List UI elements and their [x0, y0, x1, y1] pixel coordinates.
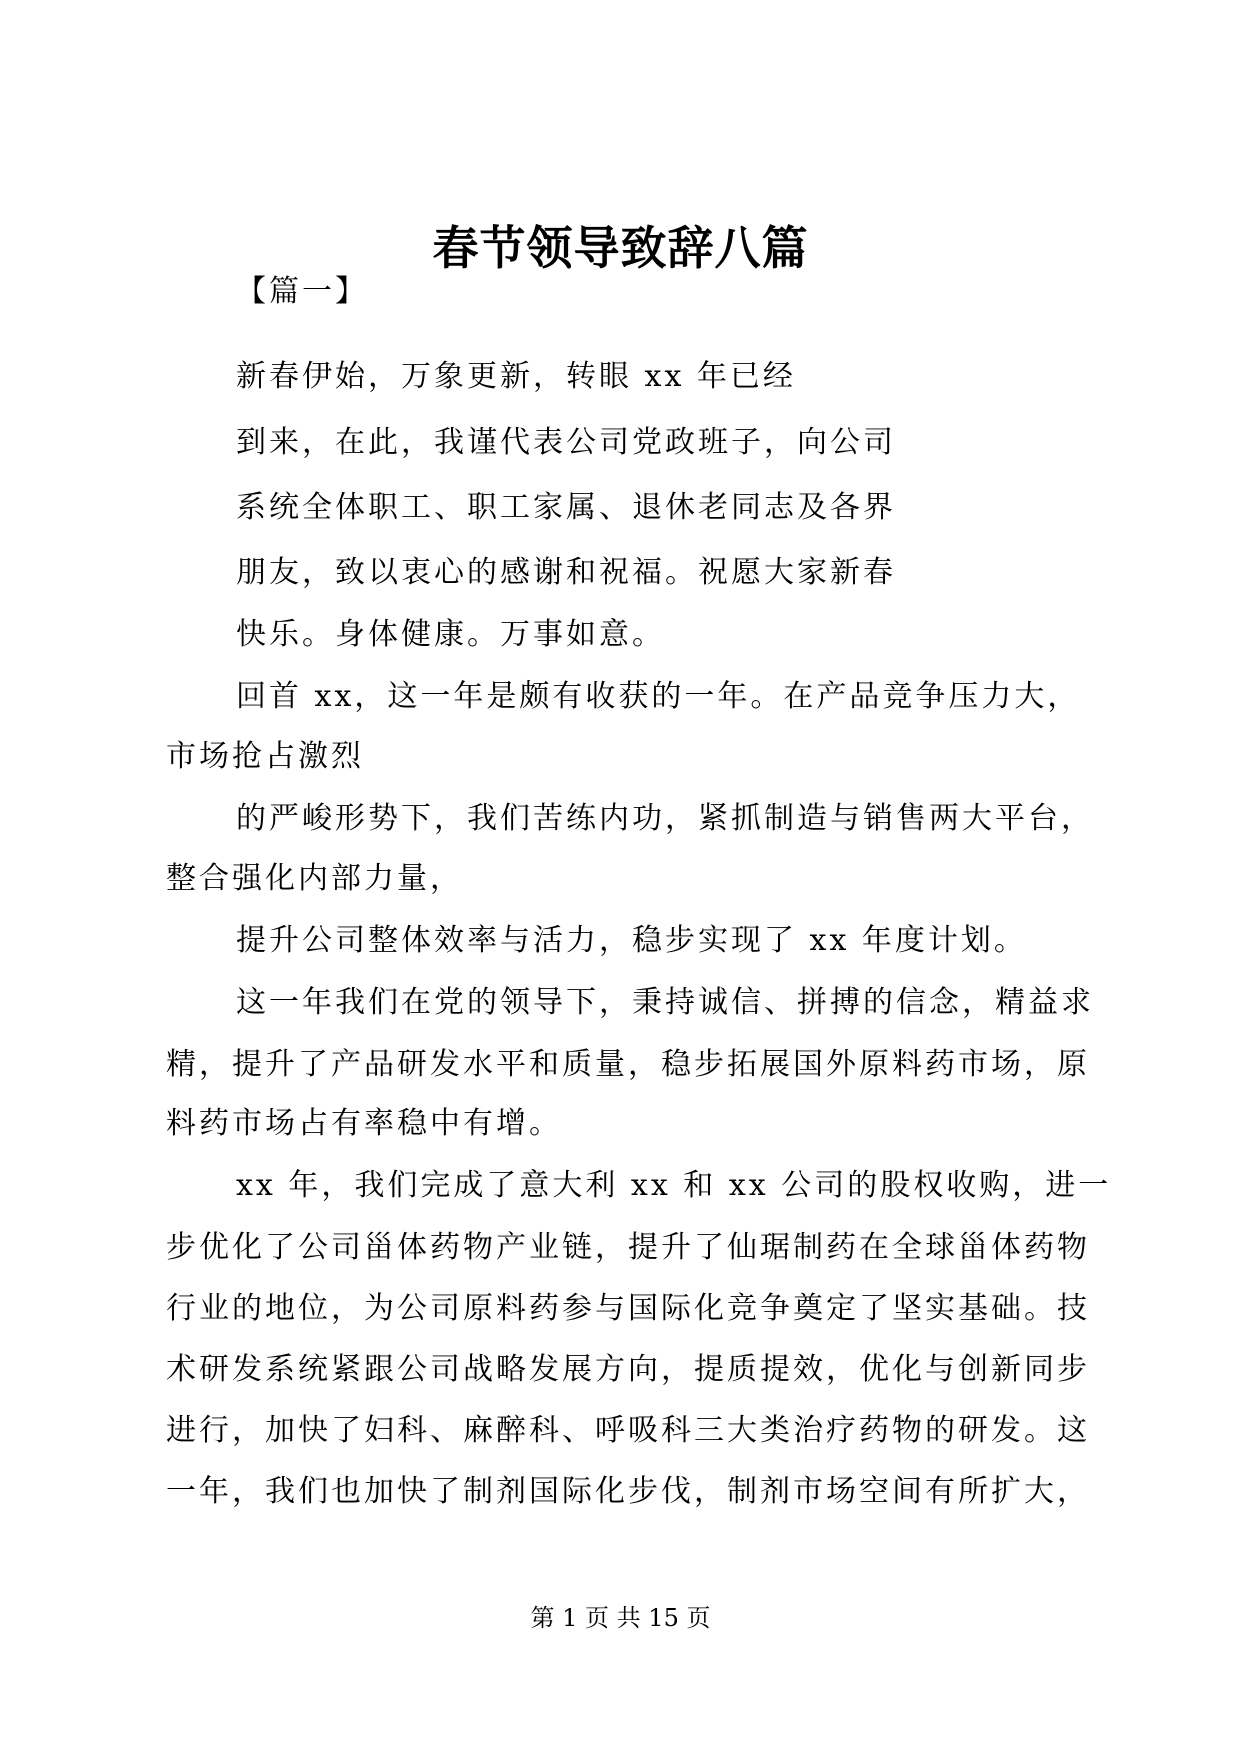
page-number-footer: 第 1 页 共 15 页: [530, 1604, 711, 1632]
section-label: 【篇一】: [236, 274, 368, 309]
text-line-15: 步优化了公司甾体药物产业链，提升了仙琚制药在全球甾体药物: [166, 1230, 1090, 1265]
text-line-9: 整合强化内部力量，: [166, 861, 463, 896]
text-line-4: 朋友，致以衷心的感谢和祝福。祝愿大家新春: [236, 555, 896, 590]
text-line-11: 这一年我们在党的领导下，秉持诚信、拼搏的信念，精益求: [236, 985, 1094, 1020]
text-line-16: 行业的地位，为公司原料药参与国际化竞争奠定了坚实基础。技: [166, 1291, 1090, 1326]
text-line-18: 进行，加快了妇科、麻醉科、呼吸科三大类治疗药物的研发。这: [166, 1413, 1090, 1448]
text-line-12: 精，提升了产品研发水平和质量，稳步拓展国外原料药市场，原: [166, 1047, 1090, 1082]
text-line-2: 到来，在此，我谨代表公司党政班子，向公司: [236, 425, 896, 460]
text-line-14: xx 年，我们完成了意大利 xx 和 xx 公司的股权收购，进一: [236, 1168, 1112, 1203]
text-line-8: 的严峻形势下，我们苦练内功，紧抓制造与销售两大平台，: [236, 801, 1094, 836]
text-line-19: 一年，我们也加快了制剂国际化步伐，制剂市场空间有所扩大，: [166, 1474, 1090, 1509]
text-line-6: 回首 xx，这一年是颇有收获的一年。在产品竞争压力大，: [236, 679, 1081, 714]
text-line-1: 新春伊始，万象更新，转眼 xx 年已经: [236, 359, 796, 394]
text-line-3: 系统全体职工、职工家属、退休老同志及各界: [236, 490, 896, 525]
text-line-5: 快乐。身体健康。万事如意。: [236, 617, 665, 652]
text-line-7: 市场抢占激烈: [166, 739, 364, 774]
text-line-13: 料药市场占有率稳中有增。: [166, 1106, 562, 1141]
document-title: 春节领导致辞八篇: [432, 221, 809, 275]
text-line-10: 提升公司整体效率与活力，稳步实现了 xx 年度计划。: [236, 923, 1027, 958]
text-line-17: 术研发系统紧跟公司战略发展方向，提质提效，优化与创新同步: [166, 1352, 1090, 1387]
